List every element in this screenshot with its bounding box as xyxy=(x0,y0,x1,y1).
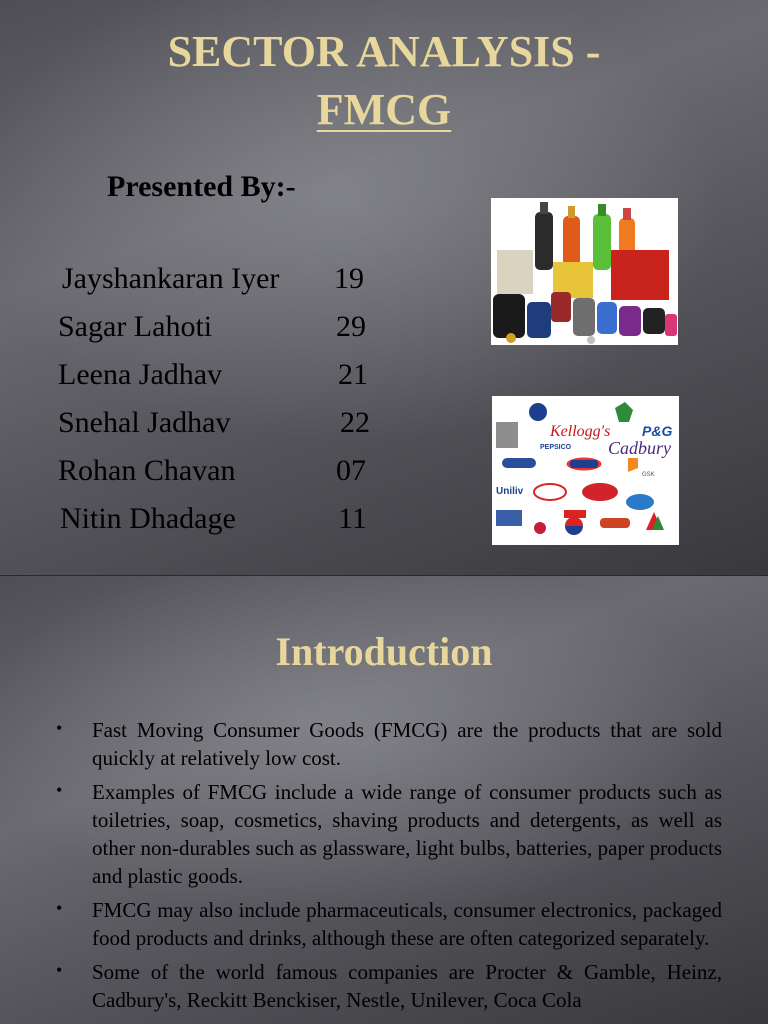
member-number: 19 xyxy=(334,262,364,295)
products-illustration-icon xyxy=(491,198,678,345)
member-number: 22 xyxy=(340,406,370,439)
bullet-list xyxy=(56,716,722,1020)
bullet-text: Examples of FMCG include a wide range of consumer products such as toiletries, soap, cosmetics, shaving products and detergents, as well as other non-durables such as glassware, light bulbs, batteries, paper products and plastic goods. xyxy=(92,780,722,888)
member-name: Jayshankaran Iyer xyxy=(62,262,280,295)
bullet-icon: • xyxy=(56,960,63,980)
bullet-text: Some of the world famous companies are Procter & Gamble, Heinz, Cadbury's, Reckitt Benckiser, Nestle, Unilever, Coca Cola xyxy=(92,960,722,1012)
bullet-item xyxy=(56,958,722,1014)
presented-by-label: Presented By:- xyxy=(107,170,296,203)
fmcg-brand-logos-collage xyxy=(492,396,679,545)
slide-title: SECTOR ANALYSIS - xyxy=(167,27,601,76)
bullet-text: FMCG may also include pharmaceuticals, consumer electronics, packaged food products and drinks, although these are often categorized separately. xyxy=(92,898,722,950)
introduction-slide xyxy=(0,576,768,1024)
svg-text:GSK: GSK xyxy=(642,472,655,478)
svg-text:P&G: P&G xyxy=(642,423,673,439)
slide-title-fmcg: FMCG xyxy=(316,85,452,134)
bullet-icon: • xyxy=(56,780,63,800)
bullet-icon: • xyxy=(56,898,63,918)
member-number: 11 xyxy=(338,502,367,535)
bullet-item xyxy=(56,716,722,772)
svg-text:Uniliv: Uniliv xyxy=(496,486,524,497)
bullet-text: Fast Moving Consumer Goods (FMCG) are the products that are sold quickly at relatively low cost. xyxy=(92,718,722,770)
fmcg-products-photo xyxy=(491,198,678,345)
member-name: Nitin Dhadage xyxy=(60,502,236,535)
introduction-heading: Introduction xyxy=(275,629,493,674)
brand-logos-icon xyxy=(492,396,679,545)
bullet-icon: • xyxy=(56,718,63,738)
slide-title-sector xyxy=(0,85,768,134)
member-name: Rohan Chavan xyxy=(58,454,236,487)
member-number: 07 xyxy=(336,454,366,487)
bullet-item xyxy=(56,778,722,890)
svg-text:Kellogg's: Kellogg's xyxy=(550,423,611,440)
member-name: Snehal Jadhav xyxy=(58,406,231,439)
member-number: 21 xyxy=(338,358,368,391)
svg-text:PEPSICO: PEPSICO xyxy=(540,444,572,451)
member-name: Sagar Lahoti xyxy=(58,310,213,343)
svg-text:Cadbury: Cadbury xyxy=(608,438,671,458)
member-name: Leena Jadhav xyxy=(58,358,223,391)
member-number: 29 xyxy=(336,310,366,343)
bullet-item xyxy=(56,896,722,952)
